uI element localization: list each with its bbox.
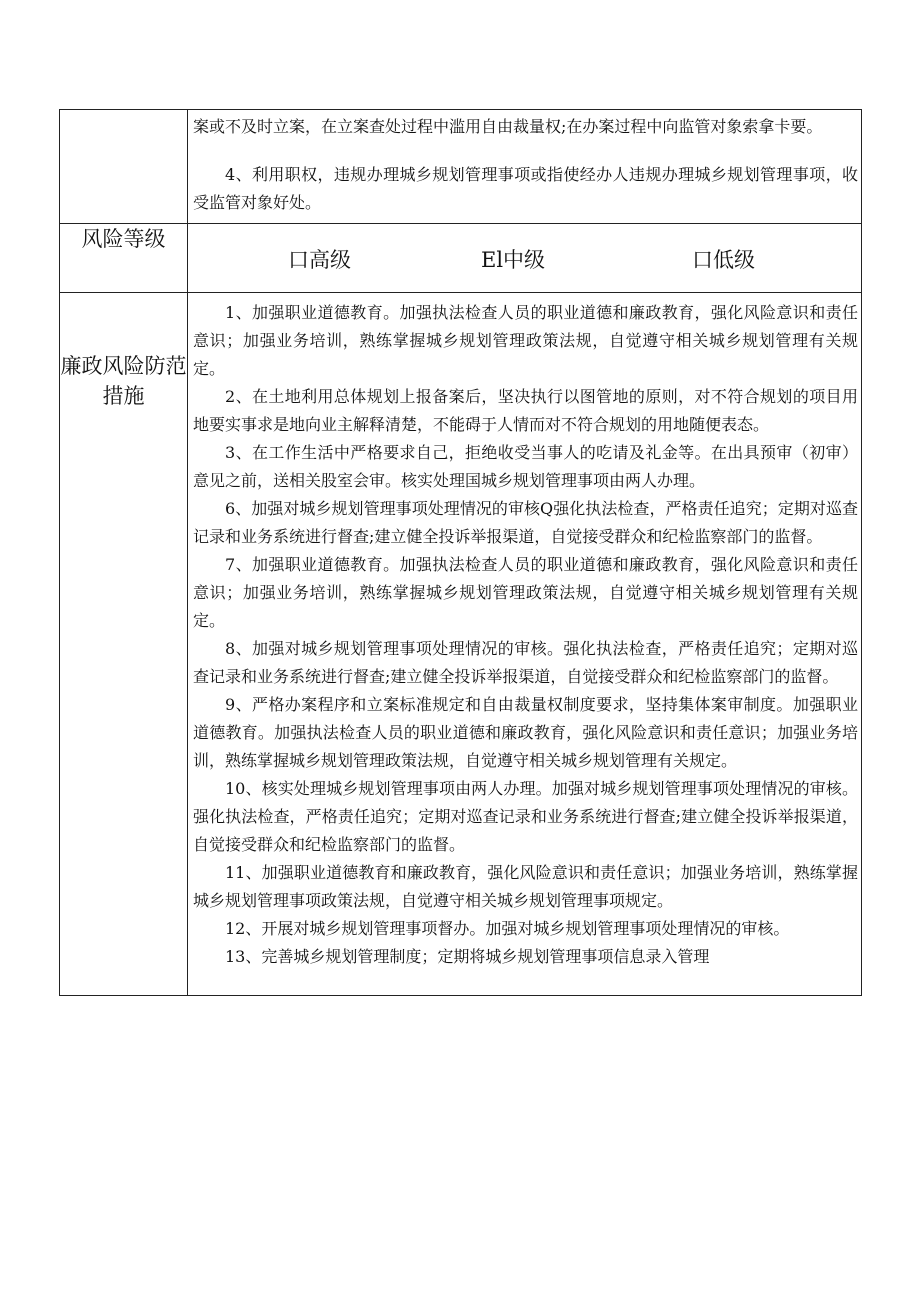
measure-item: 3、在工作生活中严格要求自己，拒绝收受当事人的吃请及礼金等。在出具预审（初审）意见之前，送相关股室会审。核实处理国城乡规划管理事项由两人办理。 bbox=[193, 443, 858, 490]
row1-content bbox=[188, 110, 862, 224]
risk-option-low[interactable]: 口低级 bbox=[692, 248, 755, 272]
row1-label bbox=[60, 110, 188, 224]
row1-line-1: 案或不及时立案，在立案查处过程中滥用自由裁量权;在办案过程中向监管对象索拿卡要。 bbox=[193, 117, 823, 136]
risk-option-high[interactable]: 口高级 bbox=[288, 248, 351, 272]
measures-content bbox=[188, 293, 862, 996]
risk-option-medium[interactable]: El中级 bbox=[481, 248, 546, 272]
measure-item: 6、加强对城乡规划管理事项处理情况的审核Q强化执法检查，严格责任追究；定期对巡查记录和业务系统进行督查;建立健全投诉举报渠道，自觉接受群众和纪检监察部门的监督。 bbox=[193, 499, 858, 546]
risk-table bbox=[59, 109, 862, 996]
table-row-continuation bbox=[60, 110, 862, 224]
table-row-risk-level bbox=[60, 224, 862, 293]
measure-item: 7、加强职业道德教育。加强执法检查人员的职业道德和廉政教育，强化风险意识和责任意识；加强业务培训，熟练掌握城乡规划管理政策法规，自觉遵守相关城乡规划管理有关规定。 bbox=[193, 555, 858, 630]
measure-item: 8、加强对城乡规划管理事项处理情况的审核。强化执法检查，严格责任追究；定期对巡查记录和业务系统进行督查;建立健全投诉举报渠道，自觉接受群众和纪检监察部门的监督。 bbox=[193, 639, 858, 686]
measure-item: 1、加强职业道德教育。加强执法检查人员的职业道德和廉政教育，强化风险意识和责任意识；加强业务培训，熟练掌握城乡规划管理政策法规，自觉遵守相关城乡规划管理有关规定。 bbox=[193, 303, 858, 378]
table-row-measures bbox=[60, 293, 862, 996]
row1-line-2: 4、利用职权，违规办理城乡规划管理事项或指使经办人违规办理城乡规划管理事项，收受监管对象好处。 bbox=[193, 165, 858, 212]
measure-item: 9、严格办案程序和立案标准规定和自由裁量权制度要求，坚持集体案审制度。加强职业道德教育。加强执法检查人员的职业道德和廉政教育，强化风险意识和责任意识；加强业务培训，熟练掌握城乡规划管理政策法规，自觉遵守相关城乡规划管理有关规定。 bbox=[193, 695, 858, 770]
measures-label: 廉政风险防范措施 bbox=[60, 354, 187, 408]
risk-level-options bbox=[188, 224, 862, 293]
measure-item: 2、在土地利用总体规划上报备案后，坚决执行以图管地的原则，对不符合规划的项目用地要实事求是地向业主解释清楚，不能碍于人情而对不符合规划的用地随便表态。 bbox=[193, 387, 858, 434]
measure-item: 13、完善城乡规划管理制度；定期将城乡规划管理事项信息录入管理 bbox=[225, 947, 710, 966]
measure-item: 11、加强职业道德教育和廉政教育，强化风险意识和责任意识；加强业务培训，熟练掌握城乡规划管理事项政策法规，自觉遵守相关城乡规划管理事项规定。 bbox=[193, 863, 858, 910]
measure-item: 10、核实处理城乡规划管理事项由两人办理。加强对城乡规划管理事项处理情况的审核。强化执法检查，严格责任追究；定期对巡查记录和业务系统进行督查;建立健全投诉举报渠道，自觉接受群众和纪检监察部门的监督。 bbox=[193, 779, 858, 854]
measure-item: 12、开展对城乡规划管理事项督办。加强对城乡规划管理事项处理情况的审核。 bbox=[225, 919, 790, 938]
risk-level-label: 风险等级 bbox=[60, 224, 188, 293]
